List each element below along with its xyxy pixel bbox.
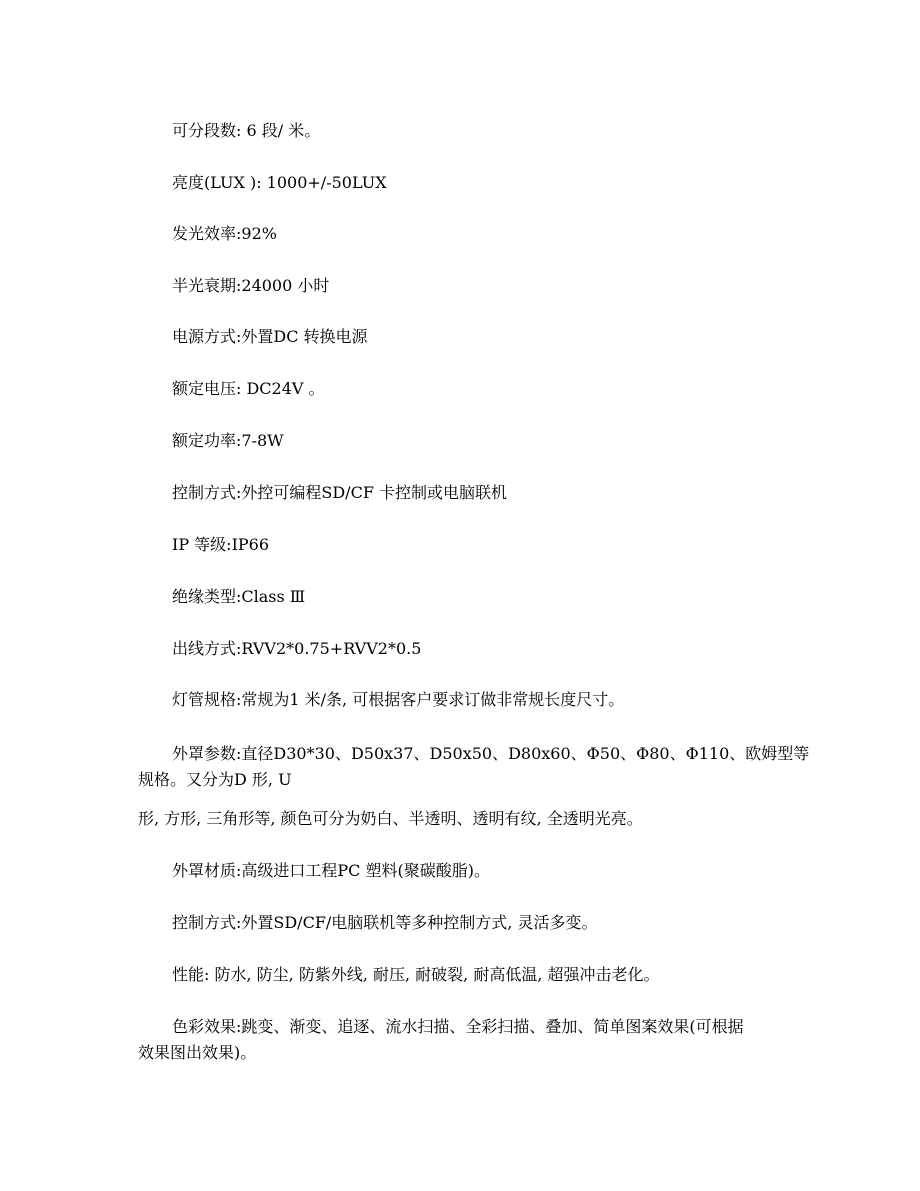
- spec-control-mode-2: [138, 910, 788, 936]
- outer-cover-line-2-text: 规格。又分为D 形, U: [138, 770, 292, 789]
- spec-cable-text: 出线方式:RVV2*0.75+RVV2*0.5: [172, 639, 422, 658]
- outer-cover-line-2: [138, 767, 788, 793]
- spec-performance-text: 性能: 防水, 防尘, 防紫外线, 耐压, 耐破裂, 耐高低温, 超强冲击老化。: [172, 965, 660, 984]
- spec-efficiency-text: 发光效率:92%: [172, 224, 277, 243]
- outer-cover-line-3-text: 形, 方形, 三角形等, 颜色可分为奶白、半透明、透明有纹, 全透明光亮。: [138, 809, 643, 828]
- spec-brightness: [138, 170, 788, 196]
- outer-cover-line-1-text: 外罩参数:直径D30*30、D50x37、D50x50、D80x60、Φ50、Φ80、Φ110、欧姆型等: [172, 744, 810, 763]
- spec-rated-power: [138, 428, 788, 454]
- spec-rated-voltage: [138, 376, 788, 402]
- spec-color-effects: [138, 1014, 788, 1066]
- outer-cover-line-3: [138, 806, 788, 832]
- spec-performance: [138, 962, 788, 988]
- spec-tube-size: [138, 687, 788, 713]
- spec-efficiency: [138, 221, 788, 247]
- spec-cover-material: [138, 858, 788, 884]
- spec-outer-cover-params: [138, 741, 810, 793]
- spec-segments: [138, 118, 788, 144]
- spec-control-mode-2-text: 控制方式:外置SD/CF/电脑联机等多种控制方式, 灵活多变。: [172, 913, 598, 932]
- color-effects-line-1-text: 色彩效果:跳变、渐变、追逐、流水扫描、全彩扫描、叠加、简单图案效果(可根据: [172, 1017, 744, 1036]
- spec-cable: [138, 636, 788, 662]
- spec-power-supply-text: 电源方式:外置DC 转换电源: [172, 327, 368, 346]
- spec-insulation: [138, 584, 788, 610]
- color-effects-line-2: [138, 1040, 788, 1066]
- outer-cover-line-1: [138, 741, 810, 767]
- spec-half-life-text: 半光衰期:24000 小时: [172, 276, 330, 295]
- color-effects-line-1: [138, 1014, 788, 1040]
- spec-brightness-text: 亮度(LUX ): 1000+/-50LUX: [172, 173, 387, 192]
- spec-rated-voltage-text: 额定电压: DC24V 。: [172, 379, 325, 398]
- spec-cover-material-text: 外罩材质:高级进口工程PC 塑料(聚碳酸脂)。: [172, 861, 490, 880]
- color-effects-line-2-text: 效果图出效果)。: [138, 1043, 257, 1062]
- spec-insulation-text: 绝缘类型:Class Ⅲ: [172, 587, 306, 606]
- spec-control-mode: [138, 480, 788, 506]
- spec-ip-rating: [138, 532, 788, 558]
- spec-power-supply: [138, 324, 788, 350]
- spec-tube-size-text: 灯管规格:常规为1 米/条, 可根据客户要求订做非常规长度尺寸。: [172, 690, 625, 709]
- spec-segments-text: 可分段数: 6 段/ 米。: [172, 121, 321, 140]
- spec-half-life: [138, 273, 788, 299]
- spec-control-mode-text: 控制方式:外控可编程SD/CF 卡控制或电脑联机: [172, 483, 508, 502]
- spec-rated-power-text: 额定功率:7-8W: [172, 431, 284, 450]
- spec-ip-rating-text: IP 等级:IP66: [172, 535, 270, 554]
